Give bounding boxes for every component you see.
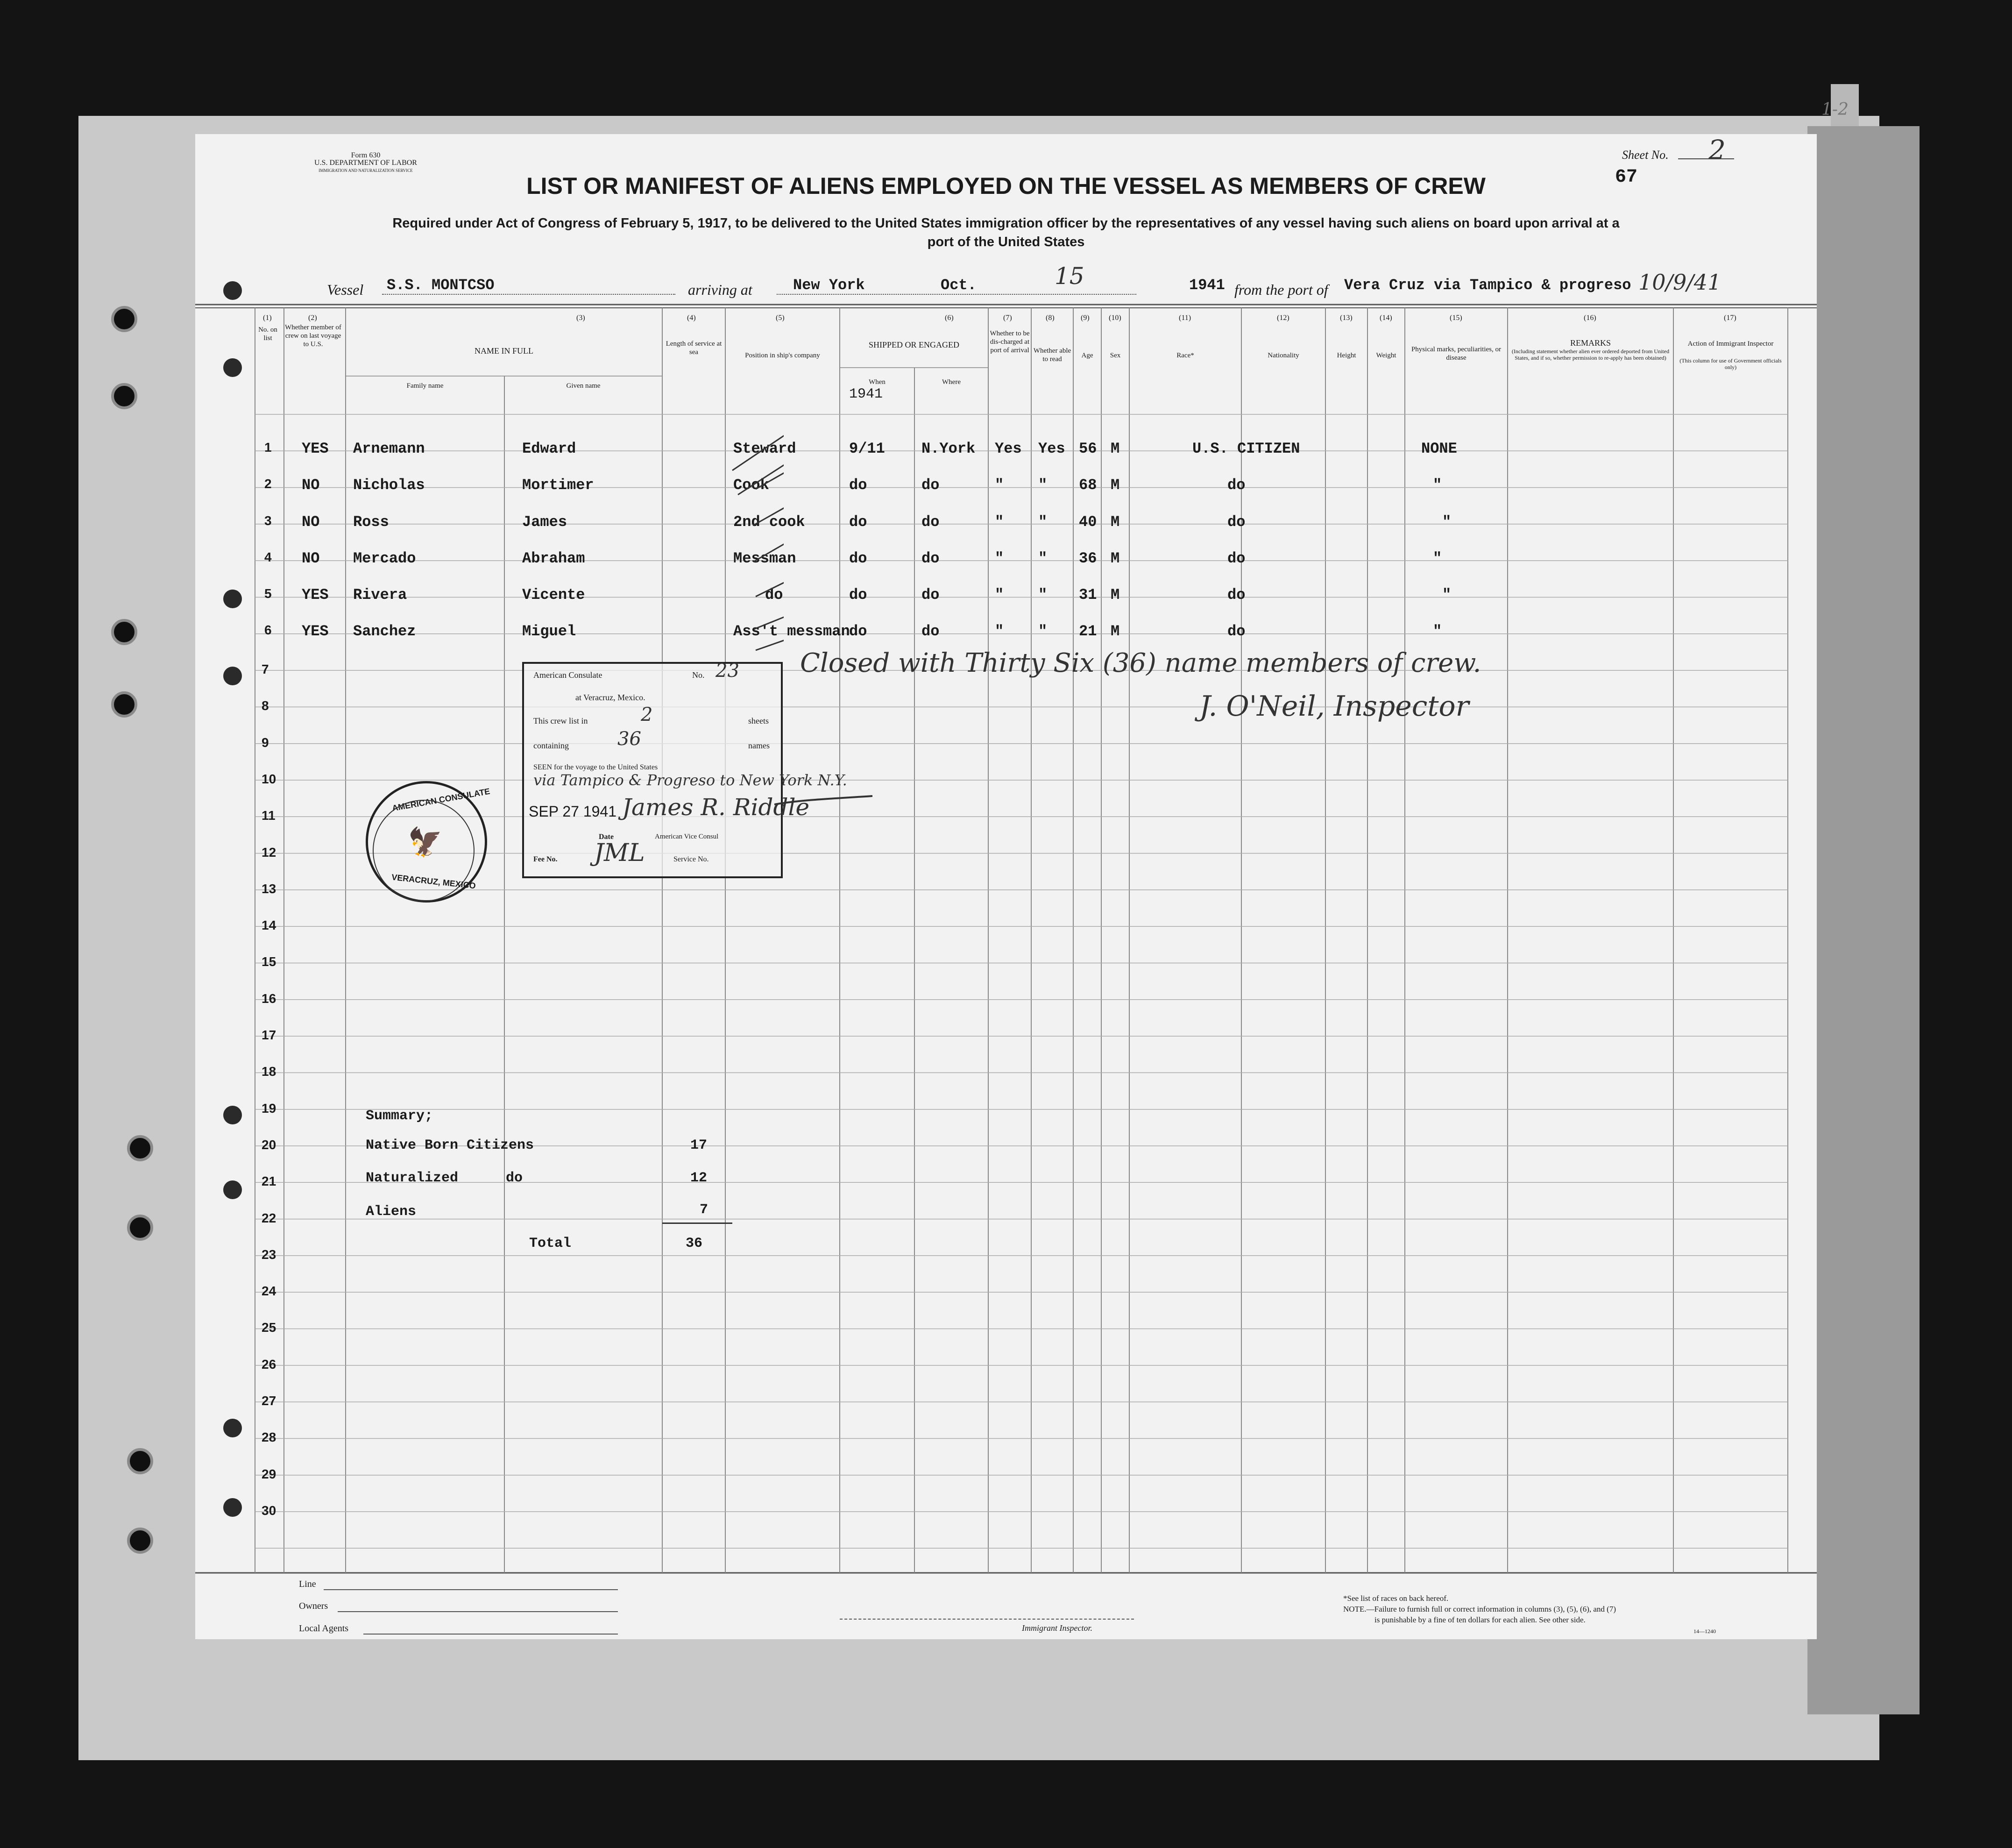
row-position: Messman — [733, 550, 796, 567]
column-number: (13) — [1340, 314, 1353, 322]
binder-hole — [111, 383, 137, 409]
stamp-names-label: names — [748, 741, 770, 750]
col-age: Age — [1081, 352, 1093, 359]
stamp-no-label: No. — [692, 670, 705, 680]
col-weight: Weight — [1376, 352, 1396, 359]
stamp-consul-title: American Vice Consul — [655, 833, 719, 840]
consulate-stamp — [522, 660, 847, 878]
col-discharged: Whether to be dis-charged at port of arrival — [990, 330, 1030, 354]
column-number: (1) — [263, 314, 272, 322]
form-title: LIST OR MANIFEST OF ALIENS EMPLOYED ON THE VESSEL AS MEMBERS OF CREW — [526, 173, 1486, 199]
col-last-voyage: Whether member of crew on last voyage to U.S. — [285, 324, 341, 348]
summary-native-label: Native Born Citizens — [366, 1137, 534, 1153]
line-number: 12 — [262, 845, 276, 860]
row-family-name: Rivera — [353, 586, 407, 604]
line-number: 23 — [262, 1247, 276, 1262]
row-last-voyage: YES — [302, 623, 329, 640]
row-when: do — [849, 476, 867, 494]
row-age: 56 — [1079, 440, 1097, 457]
col-height: Height — [1337, 352, 1356, 359]
row-number: 5 — [264, 586, 272, 601]
row-sex: M — [1111, 623, 1120, 640]
stamp-sheets-value: 2 — [641, 704, 653, 725]
line-number: 10 — [262, 771, 276, 786]
column-number: (8) — [1046, 314, 1055, 322]
row-given-name: Mortimer — [522, 476, 594, 494]
col-race: Race* — [1176, 352, 1194, 359]
row-last-voyage: YES — [302, 440, 329, 457]
row-sex: M — [1111, 440, 1120, 457]
row-where: do — [921, 586, 940, 604]
from-label: from the port of — [1234, 281, 1328, 298]
closing-note: Closed with Thirty Six (36) name members of crew. — [800, 648, 1481, 678]
line-number: 24 — [262, 1284, 276, 1299]
stamp-fee-initials: JML — [594, 839, 645, 867]
column-number: (14) — [1380, 314, 1392, 322]
arriving-label: arriving at — [688, 281, 752, 298]
row-family-name: Nicholas — [353, 476, 425, 494]
stamp-sheets-label: sheets — [748, 716, 769, 725]
row-where: do — [921, 550, 940, 567]
binder-hole — [127, 1215, 153, 1241]
signature-tail — [774, 786, 877, 814]
arrival-port: New York — [793, 277, 865, 294]
row-able-read: " — [1038, 550, 1048, 567]
row-able-read: " — [1038, 623, 1048, 640]
page-mark: 67 — [1615, 167, 1638, 188]
stamp-consulate: American Consulate — [533, 670, 602, 680]
column-number: (15) — [1450, 314, 1462, 322]
row-number: 3 — [264, 513, 272, 528]
row-when: do — [849, 586, 867, 604]
binder-back — [1807, 126, 1920, 1714]
line-number: 19 — [262, 1101, 276, 1116]
summary-naturalized-do: do — [506, 1170, 523, 1186]
stamp-date-label: Date — [599, 833, 614, 841]
col-position: Position in ship's company — [745, 352, 820, 359]
row-physical-marks: NONE — [1421, 440, 1457, 457]
col-remarks-sub: (Including statement whether alien ever ordered deported from United States, and if so, whether permission to re-apply has been obtained) — [1511, 348, 1670, 361]
row-able-read: " — [1038, 476, 1048, 494]
col-able-read: Whether able to read — [1033, 347, 1071, 363]
row-nationality: do — [1227, 513, 1246, 531]
arrival-month: Oct. — [941, 277, 977, 294]
line-number: 11 — [262, 808, 276, 823]
col-family-name: Family name — [406, 382, 444, 390]
col-action: Action of Immigrant Inspector — [1687, 340, 1774, 348]
footer-note1: *See list of races on back hereof. — [1343, 1594, 1449, 1603]
row-given-name: Abraham — [522, 550, 585, 567]
row-nationality: do — [1227, 550, 1246, 567]
from-port: Vera Cruz via Tampico & progreso — [1344, 277, 1631, 294]
footer-inspector-field — [840, 1619, 1134, 1620]
row-number: 2 — [264, 476, 272, 491]
service: IMMIGRATION AND NATURALIZATION SERVICE — [319, 168, 413, 173]
column-number: (9) — [1081, 314, 1090, 322]
row-position: Steward — [733, 440, 796, 457]
column-number: (2) — [308, 314, 317, 322]
line-number: 13 — [262, 881, 276, 896]
row-age: 31 — [1079, 586, 1097, 604]
row-able-read: " — [1038, 586, 1048, 604]
row-position: Cook — [733, 476, 769, 494]
footer-note2: NOTE.—Failure to furnish full or correct information in columns (3), (5), (6), and (7) — [1343, 1605, 1616, 1613]
vessel-line — [382, 294, 675, 295]
sheet-label: Sheet No. — [1622, 148, 1669, 162]
line-number: 16 — [262, 991, 276, 1006]
seal-top-text: AMERICAN CONSULATE — [391, 786, 491, 813]
row-position: do — [765, 586, 783, 604]
line-number: 20 — [262, 1137, 276, 1152]
col-when: When — [869, 378, 886, 386]
line-number: 14 — [262, 918, 276, 933]
column-number: (4) — [687, 314, 696, 322]
sheet-number: 2 — [1708, 134, 1726, 166]
row-given-name: Edward — [522, 440, 576, 457]
col-shipped-engaged: SHIPPED OR ENGAGED — [868, 340, 959, 349]
row-number: 4 — [264, 550, 272, 564]
col-remarks: REMARKS — [1570, 338, 1611, 348]
row-last-voyage: NO — [302, 513, 320, 531]
binder-hole — [111, 619, 137, 645]
binder-hole — [127, 1528, 153, 1554]
line-number: 22 — [262, 1210, 276, 1225]
row-discharged: Yes — [995, 440, 1022, 457]
stamp-names-value: 36 — [617, 728, 641, 750]
col-no-on-list: No. on list — [258, 326, 277, 342]
row-able-read: " — [1038, 513, 1048, 531]
row-position: 2nd cook — [733, 513, 805, 531]
col-nationality: Nationality — [1268, 352, 1299, 359]
row-sex: M — [1111, 550, 1120, 567]
row-age: 68 — [1079, 476, 1097, 494]
row-physical-marks: " — [1433, 550, 1442, 567]
row-family-name: Ross — [353, 513, 389, 531]
summary-total-rule — [662, 1223, 732, 1224]
stamp-no-value: 23 — [716, 660, 739, 682]
row-where: do — [921, 623, 940, 640]
row-nationality: do — [1227, 476, 1246, 494]
sheet-number-line — [1678, 158, 1734, 159]
consul-signature: James R. Riddle — [622, 794, 810, 821]
page-note: 1-2 — [1821, 100, 1849, 119]
department: U.S. DEPARTMENT OF LABOR — [314, 159, 417, 167]
row-physical-marks: " — [1442, 513, 1452, 531]
row-age: 36 — [1079, 550, 1097, 567]
row-last-voyage: NO — [302, 550, 320, 567]
row-physical-marks: " — [1433, 623, 1442, 640]
summary-total-label: Total — [529, 1236, 572, 1251]
column-number: (6) — [945, 314, 954, 322]
row-when: do — [849, 623, 867, 640]
column-number: (10) — [1109, 314, 1121, 322]
column-number: (5) — [776, 314, 785, 322]
eagle-icon: 🦅 — [408, 827, 443, 858]
stamp-crew-list-in: This crew list in — [533, 716, 588, 725]
row-where: N.York — [921, 440, 976, 457]
row-given-name: Miguel — [522, 623, 576, 640]
footer-line-label: Line — [299, 1579, 316, 1589]
row-nationality: do — [1227, 623, 1246, 640]
line-number: 18 — [262, 1064, 276, 1079]
col-physical-marks: Physical marks, peculiarities, or disease — [1411, 346, 1502, 362]
column-number: (12) — [1277, 314, 1289, 322]
row-position: Ass't messman — [733, 623, 850, 640]
inspector-signature: J. O'Neil, Inspector — [1199, 690, 1469, 723]
footer-agents-label: Local Agents — [299, 1623, 349, 1634]
col-name-in-full: NAME IN FULL — [475, 346, 533, 355]
row-family-name: Sanchez — [353, 623, 416, 640]
stamp-location: at Veracruz, Mexico. — [575, 693, 645, 702]
line-number: 28 — [262, 1430, 276, 1445]
form-agency — [314, 152, 417, 174]
row-when: 9/11 — [849, 440, 885, 457]
row-family-name: Mercado — [353, 550, 416, 567]
col-where: Where — [942, 378, 961, 386]
row-last-voyage: YES — [302, 586, 329, 604]
arrival-day: 15 — [1055, 263, 1084, 290]
row-physical-marks: " — [1442, 586, 1452, 604]
col-action-sub: (This column for use of Government officials only) — [1679, 357, 1782, 370]
footer-owners-label: Owners — [299, 1601, 328, 1611]
row-discharged: " — [995, 586, 1004, 604]
stamp-fee-label: Fee No. — [533, 855, 558, 863]
col-length-service: Length of service at sea — [666, 340, 722, 356]
column-number: (3) — [576, 314, 585, 322]
row-where: do — [921, 513, 940, 531]
row-last-voyage: NO — [302, 476, 320, 494]
row-given-name: Vicente — [522, 586, 585, 604]
col-when-year: 1941 — [849, 386, 883, 402]
row-age: 21 — [1079, 623, 1097, 640]
row-when: do — [849, 513, 867, 531]
summary-aliens-value: 7 — [700, 1202, 708, 1218]
column-number: (11) — [1179, 314, 1191, 322]
row-age: 40 — [1079, 513, 1097, 531]
summary-aliens-label: Aliens — [366, 1204, 417, 1220]
footer-owners-field — [338, 1611, 618, 1612]
form-number: Form 630 — [351, 151, 381, 159]
row-where: do — [921, 476, 940, 494]
line-number: 30 — [262, 1503, 276, 1518]
line-number: 26 — [262, 1357, 276, 1372]
footer-line-field — [324, 1589, 618, 1590]
footer-code: 14—1240 — [1693, 1628, 1716, 1635]
summary-naturalized-value: 12 — [690, 1170, 708, 1186]
line-number: 21 — [262, 1174, 276, 1189]
arrival-year: 1941 — [1189, 277, 1225, 294]
col-given-name: Given name — [566, 382, 601, 390]
footer-note3: is punishable by a fine of ten dollars for each alien. See other side. — [1374, 1615, 1586, 1624]
line-number: 27 — [262, 1393, 276, 1408]
row-nationality: do — [1227, 586, 1246, 604]
line-number: 15 — [262, 954, 276, 969]
line-number: 29 — [262, 1466, 276, 1481]
row-number: 6 — [264, 623, 272, 637]
stamp-date: SEP 27 1941 — [529, 803, 617, 820]
row-given-name: James — [522, 513, 567, 531]
row-sex: M — [1111, 586, 1120, 604]
binder-hole — [111, 691, 137, 718]
line-number: 7 — [262, 662, 269, 676]
line-number: 25 — [262, 1320, 276, 1335]
column-number: (17) — [1724, 314, 1736, 322]
stamp-service-label: Service No. — [673, 855, 709, 863]
row-discharged: " — [995, 476, 1004, 494]
summary-naturalized-label: Naturalized — [366, 1170, 459, 1186]
column-number: (16) — [1584, 314, 1596, 322]
stamp-containing: containing — [533, 741, 569, 750]
row-number: 1 — [264, 440, 272, 455]
vessel-label: Vessel — [327, 281, 364, 298]
row-discharged: " — [995, 550, 1004, 567]
line-number: 8 — [262, 698, 269, 713]
subtitle-line2: port of the United States — [927, 235, 1085, 249]
row-family-name: Arnemann — [353, 440, 425, 457]
binder-hole — [111, 306, 137, 332]
col-sex: Sex — [1110, 352, 1121, 359]
row-sex: M — [1111, 513, 1120, 531]
manifest-sheet — [195, 134, 1817, 1639]
row-able-read: Yes — [1038, 440, 1065, 457]
footer-inspector-label: Immigrant Inspector. — [1022, 1623, 1092, 1633]
row-nationality: U.S. CITIZEN — [1192, 440, 1300, 457]
line-number: 9 — [262, 735, 269, 750]
row-when: do — [849, 550, 867, 567]
subtitle-line1: Required under Act of Congress of February 5, 1917, to be delivered to the United States immigration officer by the representatives of any vessel having such aliens on board upon arrival at a — [392, 216, 1620, 231]
consulate-seal — [366, 781, 491, 903]
summary-heading: Summary; — [366, 1108, 433, 1124]
binder-hole — [127, 1135, 153, 1161]
row-physical-marks: " — [1433, 476, 1442, 494]
summary-native-value: 17 — [690, 1137, 708, 1153]
stamp-via-route: via Tampico & Progreso to New York N.Y. — [533, 771, 847, 789]
row-discharged: " — [995, 623, 1004, 640]
summary-total-value: 36 — [686, 1236, 703, 1251]
column-number: (7) — [1003, 314, 1012, 322]
handwritten-date: 10/9/41 — [1638, 270, 1722, 295]
row-discharged: " — [995, 513, 1004, 531]
stamp-seen-text: SEEN for the voyage to the United States — [533, 763, 658, 771]
footer-agents-field — [363, 1634, 618, 1635]
binder-hole — [127, 1448, 153, 1474]
vessel-name: S.S. MONTCSO — [387, 277, 495, 294]
seal-bottom-text: VERACRUZ, MEXICO — [391, 872, 476, 891]
row-sex: M — [1111, 476, 1120, 494]
line-number: 17 — [262, 1028, 276, 1042]
port-line — [777, 294, 1136, 295]
